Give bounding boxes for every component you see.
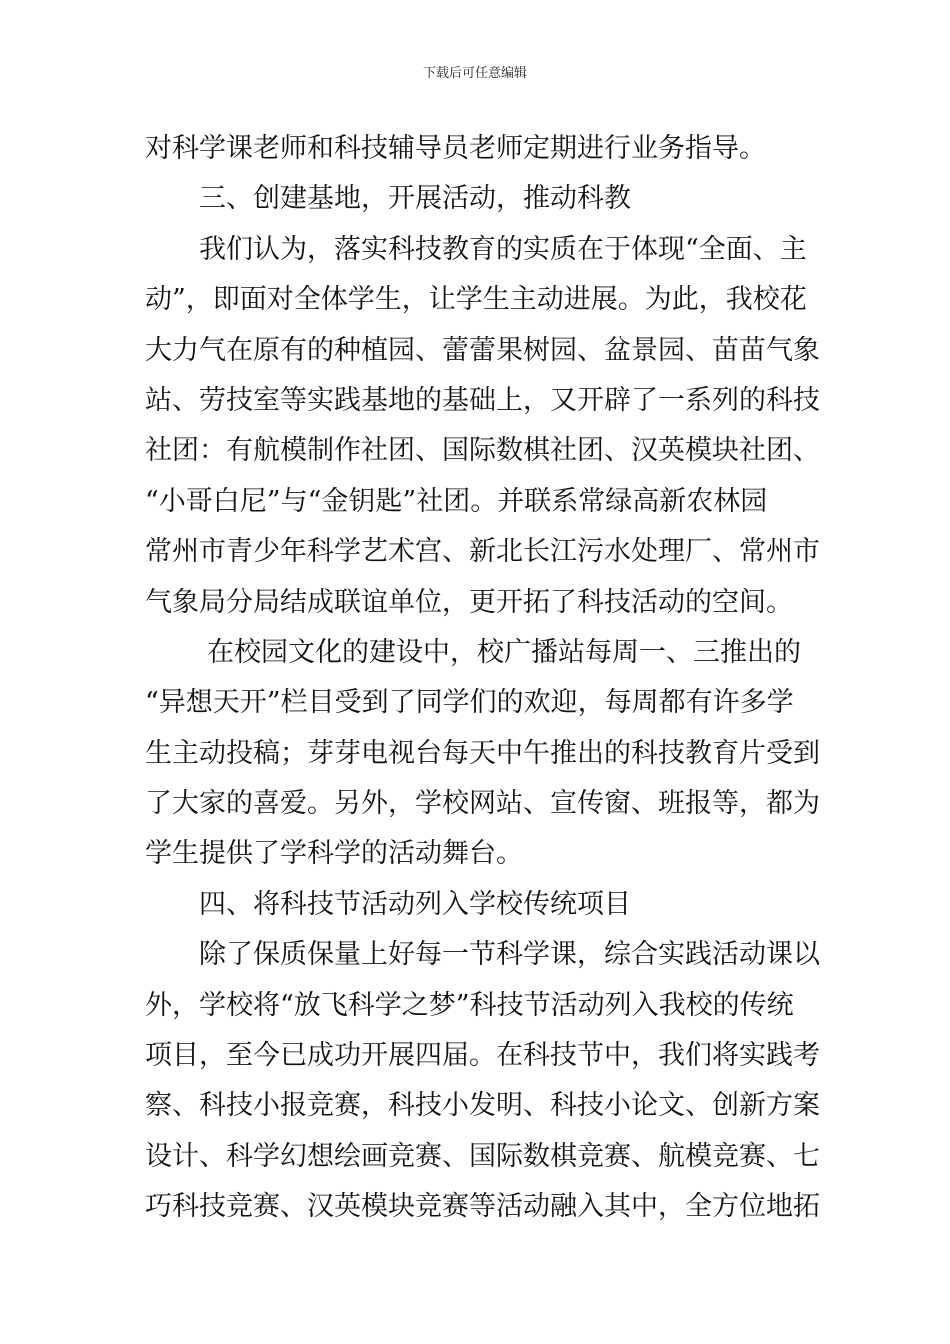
text-line: “异想天开”栏目受到了同学们的欢迎，每周都有许多学: [145, 687, 794, 719]
page-header: 下载后可任意编辑: [422, 66, 527, 81]
text-line: 气象局分局结成联谊单位，更开拓了科技活动的空间。: [145, 586, 793, 618]
text-line: 察、科技小报竞赛，科技小发明、科技小论文、创新方案: [145, 1090, 820, 1122]
text-line: 项目，至今已成功开展四届。在科技节中，我们将实践考: [145, 1040, 820, 1072]
text-line: 生主动投稿；芽芽电视台每天中午推出的科技教育片受到: [145, 737, 820, 769]
text-line: 外，学校将“放飞科学之梦”科技节活动列入我校的传统: [145, 989, 794, 1021]
text-line: 了大家的喜爱。另外，学校网站、宣传窗、班报等，都为: [145, 788, 820, 820]
section-heading: 四、将科技节活动列入学校传统项目: [199, 888, 631, 920]
text-line: 我们认为，落实科技教育的实质在于体现“全面、主: [199, 233, 807, 265]
text-line: 动”，即面对全体学生，让学生主动进展。为此，我校花: [145, 284, 807, 316]
text-line: 除了保质保量上好每一节科学课，综合实践活动课以: [199, 939, 820, 971]
section-heading: 三、创建基地，开展活动，推动科教: [199, 183, 631, 215]
text-line: 学生提供了学科学的活动舞台。: [145, 838, 523, 870]
text-line: “小哥白尼”与“金钥匙”社团。并联系常绿高新农林园: [145, 485, 768, 517]
text-line: 在校园文化的建设中，校广播站每周一、三推出的: [207, 636, 801, 668]
text-line: 设计、科学幻想绘画竞赛、国际数棋竞赛、航模竞赛、七: [145, 1140, 820, 1172]
text-line: 站、劳技室等实践基地的基础上，又开辟了一系列的科技: [145, 384, 820, 416]
text-line: 社团：有航模制作社团、国际数棋社团、汉英模块社团、: [145, 435, 820, 467]
text-line: 常州市青少年科学艺术宫、新北长江污水处理厂、常州市: [145, 536, 820, 568]
document-body: [145, 124, 820, 1233]
text-line: 对科学课老师和科技辅导员老师定期进行业务指导。: [145, 133, 766, 164]
text-line: 大力气在原有的种植园、蕾蕾果树园、盆景园、苗苗气象: [145, 334, 820, 366]
text-line: 巧科技竞赛、汉英模块竞赛等活动融入其中，全方位地拓: [145, 1191, 820, 1223]
